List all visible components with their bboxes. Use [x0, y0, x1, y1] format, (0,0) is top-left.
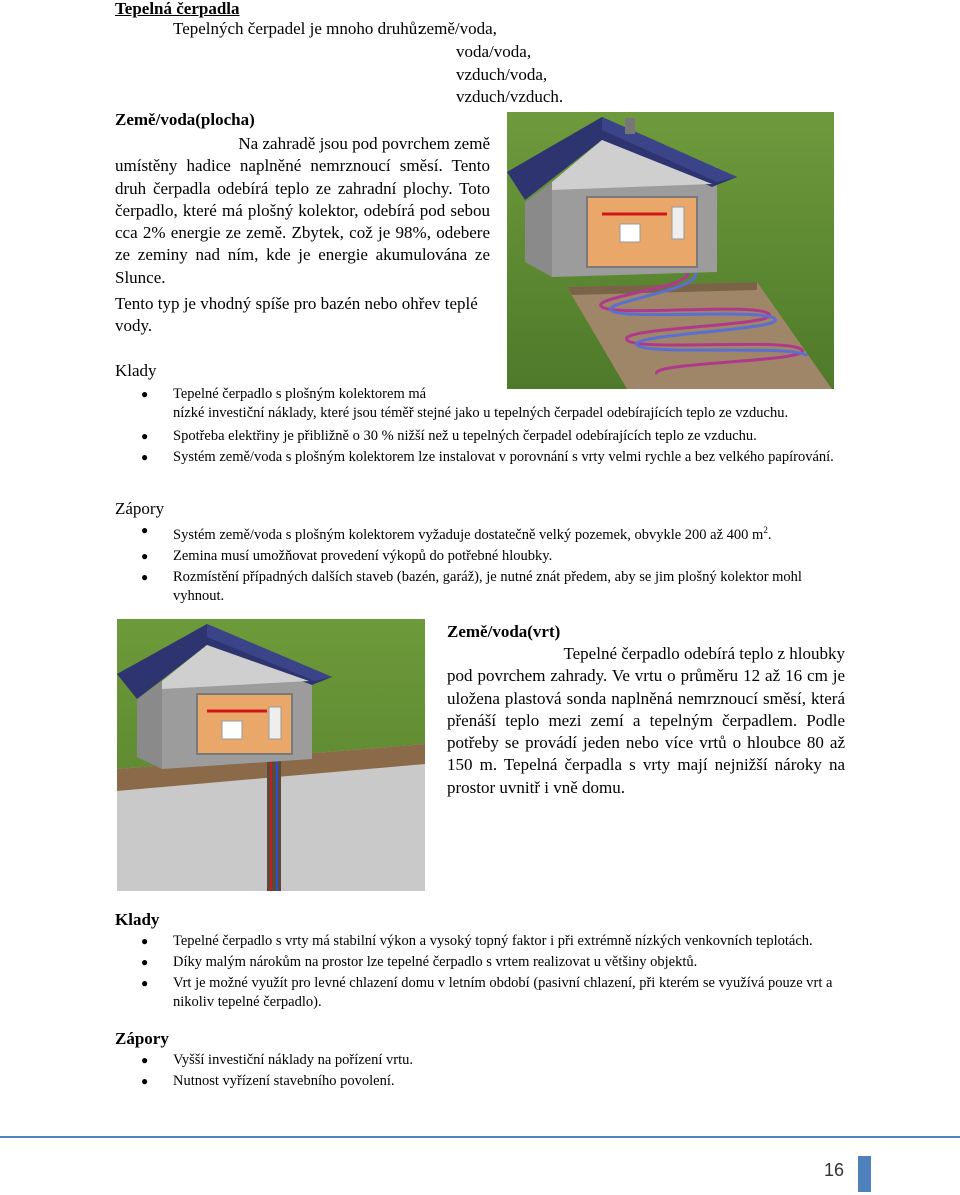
- type-item: vzduch/vzduch.: [456, 87, 564, 106]
- list-item-text: Tepelné čerpadlo s vrty má stabilní výkon a vysoký topný faktor i při extrémně nízkých venkovních teplotách.: [173, 933, 813, 949]
- list-item-text: Rozmístění případných dalších staveb (bazén, garáž), je nutné znát předem, aby se jim plošný kolektor mohl vyhnout.: [173, 568, 802, 604]
- intro-lead: Tepelných čerpadel je mnoho druhů:: [173, 19, 422, 38]
- house-borehole-icon: [117, 619, 425, 891]
- house-collector-icon: [507, 112, 834, 389]
- footer-rule: [0, 1136, 960, 1138]
- pros-list: [115, 932, 845, 1012]
- paragraph-body: umístěny hadice naplněné nemrznoucí směsí. Tento druh čerpadla odebírá teplo ze zahradní plochy. Toto čerpadlo, které má plošný kolektor, odebírá pod sebou cca 2% energie ze země. Zbytek, což je 98%, odebere ze zeminy nad ním, kde je energie akumulována ze Slunce.: [115, 156, 490, 287]
- bullet-icon: ●: [141, 934, 149, 948]
- bullet-icon: ●: [141, 548, 149, 563]
- section-paragraph: [447, 643, 845, 799]
- superscript: 2: [763, 525, 768, 535]
- pros-label: Klady: [115, 910, 160, 929]
- bullet-icon: ●: [141, 1053, 149, 1067]
- bullet-icon: ●: [141, 450, 149, 464]
- bullet-icon: ●: [141, 955, 149, 969]
- list-item-text: Vrt je možné využít pro levné chlazení domu v letním období (pasivní chlazení, při kterém se využívá pouze vrt a nikoliv tepelné čerpadlo).: [173, 975, 833, 1010]
- page-number: 16: [824, 1160, 845, 1180]
- cons-list: [115, 1051, 845, 1091]
- list-item-text: Tepelné čerpadlo s plošným kolektorem má: [173, 386, 427, 402]
- section-heading: Země/voda(plocha): [115, 110, 255, 129]
- bullet-icon: ●: [141, 523, 149, 537]
- list-item: [115, 974, 845, 1012]
- list-item-text: Zemina musí umožňovat provedení výkopů do potřebné hloubky.: [173, 547, 553, 564]
- cons-list: [115, 521, 845, 606]
- list-item-text: Nutnost vyřízení stavebního povolení.: [173, 1073, 395, 1089]
- paragraph-first-line: Na zahradě jsou pod povrchem země: [238, 134, 490, 153]
- list-item: [115, 427, 845, 446]
- list-item-text: Díky malým nárokům na prostor lze tepelné čerpadlo s vrtem realizovat u většiny objektů.: [173, 954, 698, 970]
- pros-label: Klady: [115, 361, 157, 380]
- list-item-text: Spotřeba elektřiny je přibližně o 30 % nižší než u tepelných čerpadel odebírajících teplo ze vzduchu.: [173, 428, 757, 444]
- cons-label: Zápory: [115, 1029, 169, 1048]
- page-title: Tepelná čerpadla: [115, 0, 240, 18]
- type-item: země/voda,: [419, 19, 497, 38]
- list-item: [115, 385, 845, 404]
- bullet-icon: ●: [141, 1074, 149, 1088]
- page-number-marker: [858, 1156, 871, 1192]
- cons-label: Zápory: [115, 499, 165, 518]
- section-heading: Země/voda(vrt): [447, 622, 561, 641]
- bullet-icon: ●: [141, 569, 149, 584]
- bullet-icon: ●: [141, 976, 149, 990]
- list-item: [115, 404, 845, 423]
- list-item: [115, 953, 845, 972]
- list-item: [115, 568, 845, 606]
- list-item-text: nízké investiční náklady, které jsou téměř stejné jako u tepelných čerpadel odebírajících teplo ze vzduchu.: [173, 405, 789, 421]
- bullet-icon: ●: [141, 429, 149, 443]
- list-item: [115, 1051, 845, 1070]
- paragraph-note: Tento typ je vhodný spíše pro bazén nebo ohřev teplé vody.: [115, 294, 478, 336]
- list-item-text: Vyšší investiční náklady na pořízení vrtu.: [173, 1052, 414, 1068]
- pros-list: [115, 385, 845, 467]
- list-item: [115, 448, 845, 467]
- borehole-illustration: [117, 619, 425, 891]
- type-item: vzduch/voda,: [456, 65, 548, 84]
- list-item: [115, 932, 845, 951]
- section-paragraph: [115, 133, 490, 338]
- type-item: voda/voda,: [456, 42, 532, 61]
- bullet-icon: ●: [141, 387, 149, 401]
- list-item-text: .: [767, 526, 772, 543]
- list-item: [115, 547, 845, 566]
- list-item-text: Systém země/voda s plošným kolektorem lze instalovat v porovnání s vrty velmi rychle a bez velkého papírování.: [173, 449, 834, 465]
- list-item: [115, 521, 845, 545]
- paragraph-body: pod povrchem zahrady. Ve vrtu o průměru 12 až 16 cm je uložena plastová sonda naplněná nemrznoucí směsí, která přenáší teplo mezi zemí a tepelným čerpadlem. Podle potřeby se provádí jeden nebo více vrtů o hloubce 80 až 150 m. Tepelná čerpadla s vrty mají nejnižší nároky na prostor uvnitř i vně domu.: [447, 666, 845, 797]
- list-item: [115, 1072, 845, 1091]
- list-item-text: Systém země/voda s plošným kolektorem vyžaduje dostatečně velký pozemek, obvykle 200 až 400 m: [173, 526, 764, 543]
- paragraph-first-line: Tepelné čerpadlo odebírá teplo z hloubky: [563, 644, 845, 663]
- collector-illustration: [507, 112, 834, 389]
